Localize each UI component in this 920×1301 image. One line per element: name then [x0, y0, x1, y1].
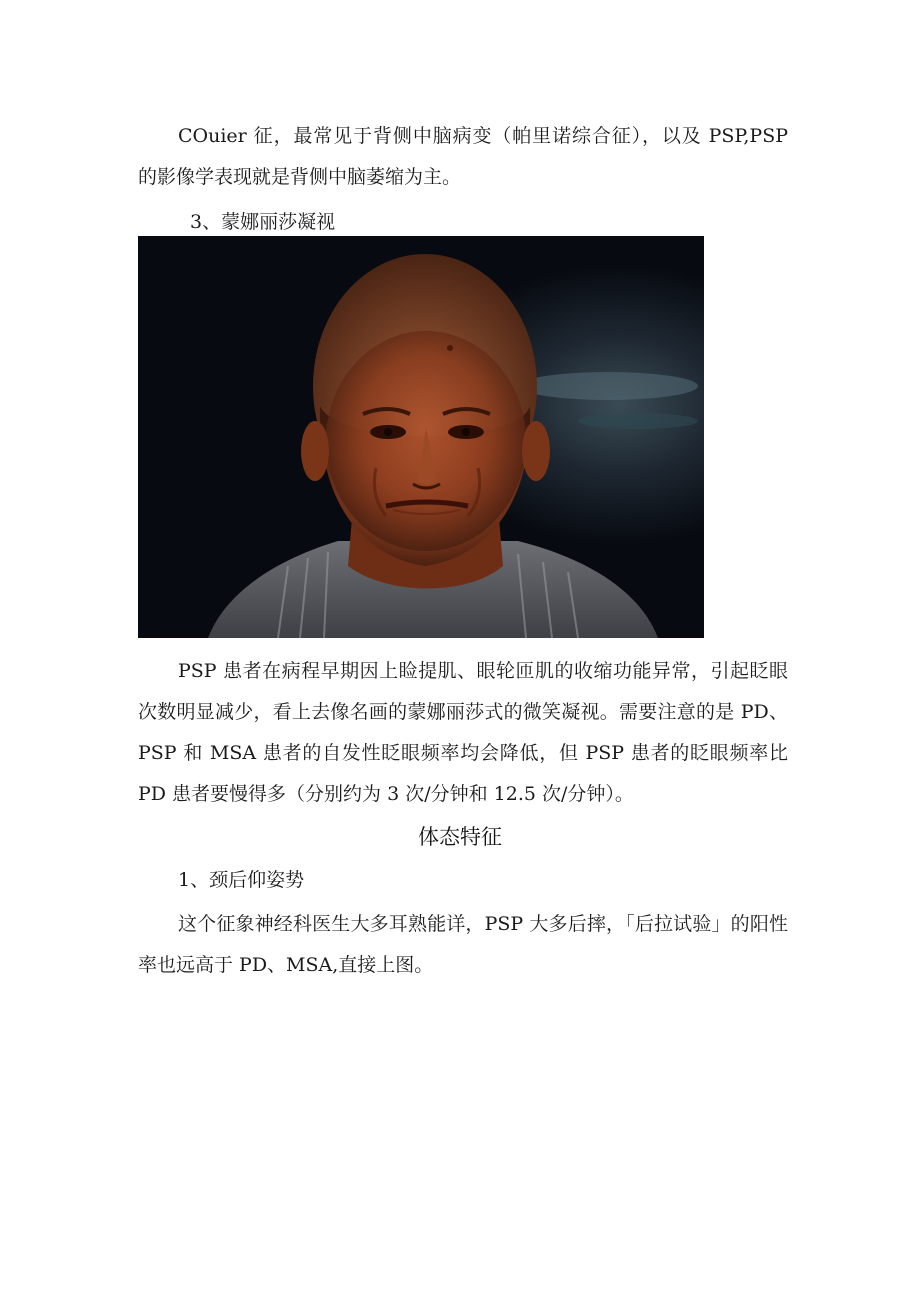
heading-mona-lisa-stare: 3、蒙娜丽莎凝视 [190, 211, 336, 233]
patient-face-photo [138, 236, 704, 638]
section-title-posture: 体态特征 [418, 825, 502, 849]
heading-neck-retrocollis: 1、颈后仰姿势 [178, 869, 305, 891]
paragraph-couier-sign: COuier 征，最常见于背侧中脑病变（帕里诺综合征），以及 PSP,PSP 的影像学表现就是背侧中脑萎缩为主。 [138, 125, 788, 188]
paragraph-blink-rate: PSP 患者在病程早期因上睑提肌、眼轮匝肌的收缩功能异常，引起眨眼次数明显减少，看上去像名画的蒙娜丽莎式的微笑凝视。需要注意的是 PD、PSP 和 MSA 患者的自发性眨眼频率均会降低，但 PSP 患者的眨眼频率比 PD 患者要慢得多（分别约为 3 次/分钟和 12.5 次/分钟）。 [138, 660, 788, 805]
paragraph-pull-test: 这个征象神经科医生大多耳熟能详，PSP 大多后摔，「后拉试验」的阳性率也远高于 PD、MSA,直接上图。 [138, 913, 788, 976]
